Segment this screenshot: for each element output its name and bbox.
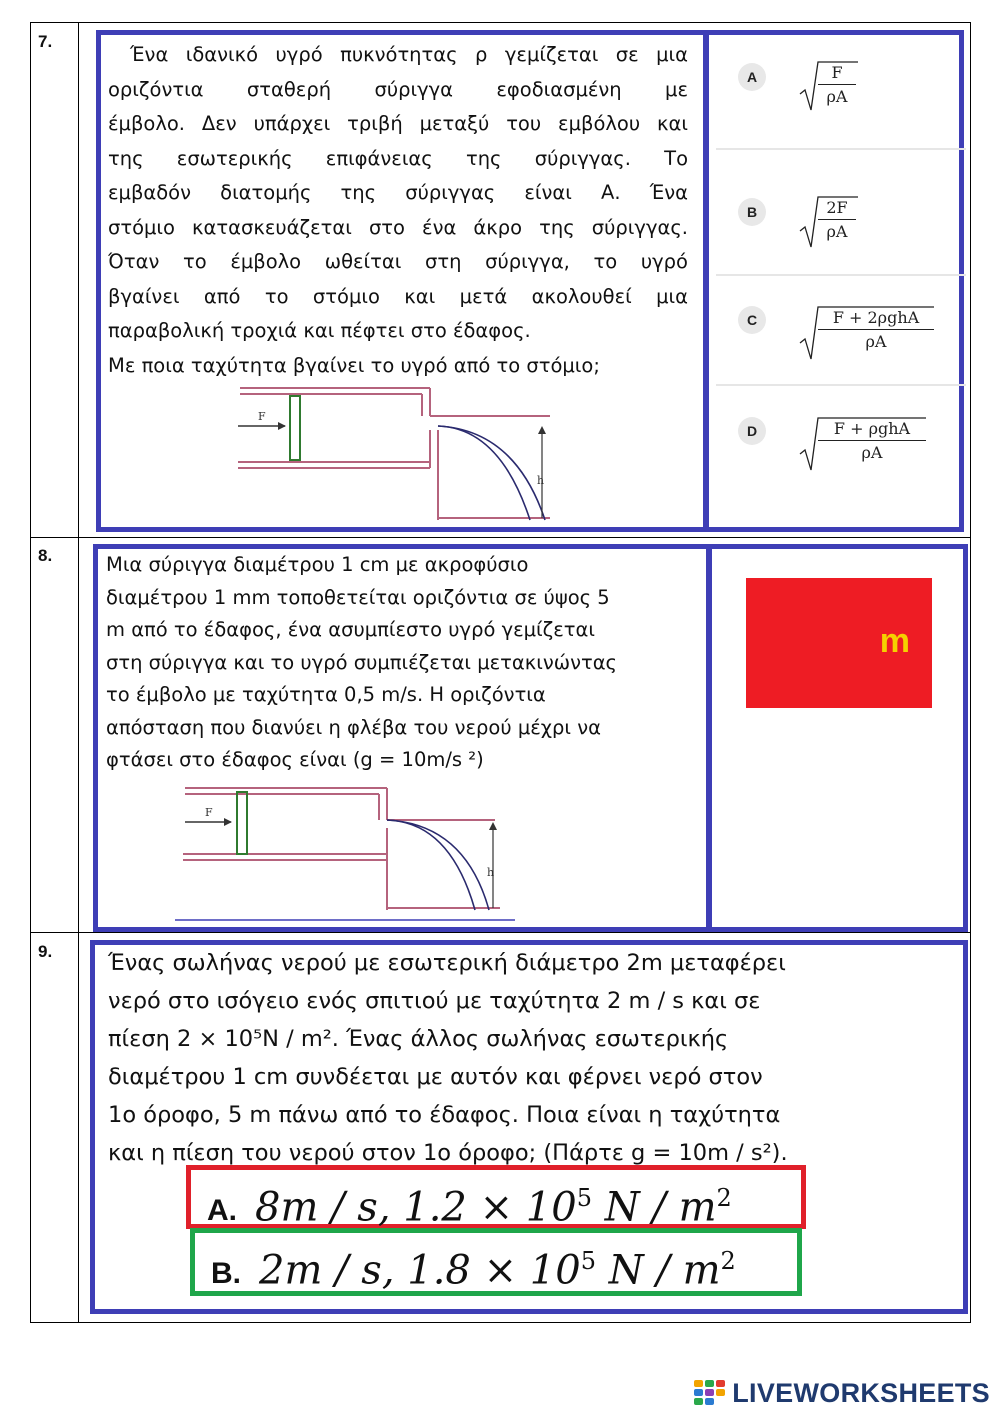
q9-choice-b-label: B. — [211, 1257, 241, 1291]
option-b-denominator: ρA — [826, 222, 848, 241]
option-a-denominator: ρA — [826, 87, 848, 106]
question-number-8: 8. — [38, 546, 53, 565]
q9-line: 1ο όροφο, 5 m πάνω από το έδαφος. Ποια είναι η ταχύτητα — [108, 1102, 781, 1128]
q7-option-separator — [716, 148, 966, 150]
q7-question-line: Με ποια ταχύτητα βγαίνει το υγρό από το στόμιο; — [108, 353, 600, 377]
option-c-denominator: ρA — [865, 332, 887, 351]
q8-line: απόσταση που διανύει η φλέβα του νερού μέχρι να — [106, 715, 601, 739]
q9-choice-a-exp: 5 — [576, 1184, 592, 1212]
q9-line: πίεση 2 × 10⁵N / m². Ένας άλλος σωλήνας εσωτερικής — [108, 1026, 729, 1052]
q8-answer-unit: m — [879, 622, 910, 660]
q9-choice-b[interactable] — [190, 1228, 802, 1296]
q9-line: και η πίεση του νερού στον 1ο όροφο; (Πάρτε g = 10m / s²). — [108, 1140, 788, 1166]
q7-line: Ένα ιδανικό υγρό πυκνότητας ρ γεμίζεται σε μια — [130, 43, 688, 66]
question-number-9: 9. — [38, 942, 53, 961]
q7-syringe-diagram — [230, 380, 560, 530]
q7-line: παραβολική τροχιά και πέφτει στο έδαφος. — [108, 319, 531, 342]
option-a-button[interactable]: A — [738, 63, 766, 91]
q8-piston — [237, 792, 247, 854]
table-top-border — [30, 22, 970, 23]
q9-text — [108, 944, 958, 1172]
row-divider-8-9 — [30, 932, 970, 933]
q9-choice-a-value: 8m / s, 1.2 × 10 — [255, 1184, 577, 1231]
q8-force-label: F — [205, 806, 213, 819]
liveworksheets-logo-icon — [694, 1380, 724, 1406]
q7-option-separator — [716, 384, 966, 386]
table-right-border — [970, 22, 971, 1323]
q9-choice-b-unit: N / m — [595, 1247, 721, 1294]
option-d-button[interactable]: D — [738, 417, 766, 445]
option-c-button[interactable]: C — [738, 306, 766, 334]
q7-line: της εσωτερικής επιφάνειας της σύριγγας. Το — [108, 146, 688, 170]
q7-line: βγαίνει από το στόμιο και μετά ακολουθεί μια — [108, 284, 688, 308]
q8-height-label: h — [487, 866, 495, 879]
option-d-numerator: F + ρghA — [818, 418, 926, 441]
q7-line: στόμιο κατασκευάζεται στο ένα άκρο της σύριγγας. — [108, 215, 688, 239]
q8-line: m από το έδαφος, ένα ασυμπίεστο υγρό γεμίζεται — [106, 618, 595, 641]
option-a-numerator: F — [818, 62, 856, 85]
q7-line: Όταν το έμβολο ωθείται στη σύριγγα, το υγρό — [108, 250, 688, 273]
q7-line: έμβολο. Δεν υπάρχει τριβή μεταξύ του εμβόλου και — [108, 112, 688, 135]
q9-choice-b-unit-exp: 2 — [720, 1247, 736, 1275]
option-b-button[interactable]: B — [738, 198, 766, 226]
liveworksheets-wordmark[interactable]: LIVEWORKSHEETS — [732, 1378, 990, 1408]
row-divider-7-8 — [30, 537, 970, 538]
q9-line: νερό στο ισόγειο ενός σπιτιού με ταχύτητα 2 m / s και σε — [108, 988, 761, 1014]
q9-choice-b-value: 2m / s, 1.8 × 10 — [259, 1247, 581, 1294]
question-number-7: 7. — [38, 32, 53, 51]
q8-line: το έμβολο με ταχύτητα 0,5 m/s. Η οριζόντια — [106, 683, 546, 706]
table-left-border — [30, 22, 31, 1323]
q8-line: στη σύριγγα και το υγρό συμπιέζεται μετακινώντας — [106, 650, 617, 674]
q9-choice-a-unit: N / m — [591, 1184, 717, 1231]
q9-choice-a-label: A. — [207, 1194, 237, 1228]
q8-line: διαμέτρου 1 mm τοποθετείται οριζόντια σε ύψος 5 — [106, 585, 610, 609]
q8-syringe-diagram — [175, 780, 515, 925]
q7-piston — [290, 396, 300, 460]
q9-line: Ένας σωλήνας νερού με εσωτερική διάμετρο 2m μεταφέρει — [108, 950, 786, 976]
q9-choice-a[interactable] — [186, 1165, 806, 1229]
option-c-numerator: F + 2ρghA — [818, 307, 934, 330]
option-b-numerator: 2F — [818, 197, 856, 220]
table-bottom-border — [30, 1322, 970, 1323]
q7-line: οριζόντια σταθερή σύριγγα εφοδιασμένη με — [108, 77, 688, 101]
q9-line: διαμέτρου 1 cm συνδέεται με αυτόν και φέρνει νερό στον — [108, 1064, 763, 1090]
q8-line: φτάσει στο έδαφος είναι (g = 10m/s ²) — [106, 748, 484, 771]
q8-text — [106, 549, 696, 777]
number-column-divider — [78, 22, 79, 1323]
option-d-denominator: ρA — [861, 443, 883, 462]
q8-line: Μια σύριγγα διαμέτρου 1 cm με ακροφύσιο — [106, 553, 529, 576]
q7-height-label: h — [537, 474, 545, 487]
q8-answer-input[interactable] — [746, 578, 932, 708]
q7-option-separator — [716, 274, 966, 276]
q7-line: εμβαδόν διατομής της σύριγγας είναι Α. Ένα — [108, 181, 688, 204]
q7-text — [108, 38, 688, 383]
q9-choice-b-exp: 5 — [580, 1247, 596, 1275]
q7-force-label: F — [258, 410, 266, 423]
q9-choice-a-unit-exp: 2 — [716, 1184, 732, 1212]
